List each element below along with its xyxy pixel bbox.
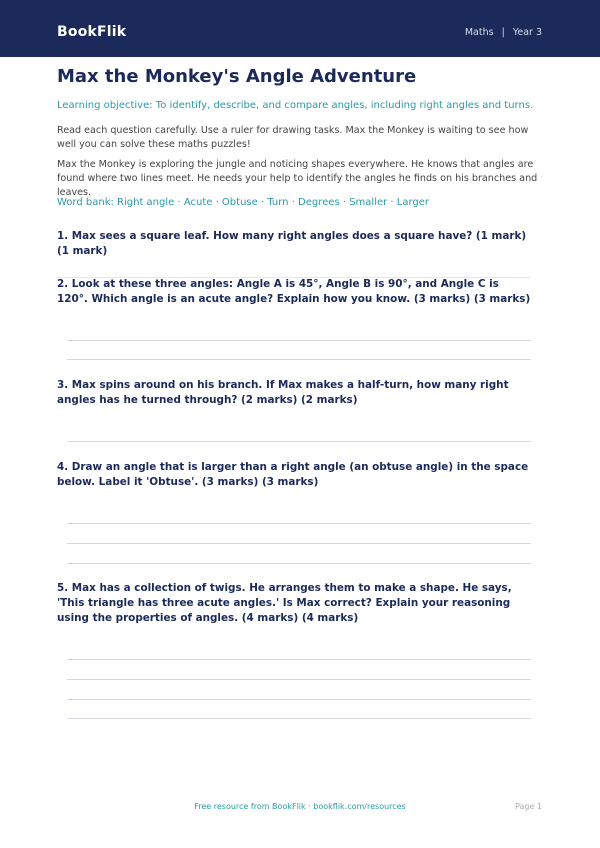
word-bank: Word bank: Right angle · Acute · Obtuse · Turn · Degrees · Smaller · Larger bbox=[57, 197, 430, 208]
question-5: 5. Max has a collection of twigs. He arranges them to make a shape. He says, 'This triangle has three acute angles.' Is Max correct? Explain your reasoning using the properties of angles. (4 marks) (4 marks) bbox=[57, 582, 512, 624]
answer-line[interactable] bbox=[67, 441, 531, 442]
answer-line[interactable] bbox=[67, 699, 531, 700]
answer-line[interactable] bbox=[67, 543, 531, 544]
question-2: 2. Look at these three angles: Angle A is 45°, Angle B is 90°, and Angle C is 120°. Which angle is an acute angle? Explain how you know. (3 marks) (3 marks) bbox=[57, 278, 531, 305]
answer-line[interactable] bbox=[67, 523, 531, 524]
answer-line[interactable] bbox=[67, 718, 531, 719]
answer-line[interactable] bbox=[67, 359, 531, 360]
question-1: 1. Max sees a square leaf. How many right angles does a square have? (1 mark) (1 mark) bbox=[57, 230, 527, 257]
learning-objective: Learning objective: To identify, describe, and compare angles, including right angles and turns. bbox=[57, 100, 534, 111]
answer-line[interactable] bbox=[67, 659, 531, 660]
header-bar bbox=[0, 0, 600, 57]
question-3: 3. Max spins around on his branch. If Max makes a half-turn, how many right angles has he turned through? (2 marks) (2 marks) bbox=[57, 379, 509, 406]
page-title: Max the Monkey's Angle Adventure bbox=[57, 66, 417, 87]
intro-text: Read each question carefully. Use a ruler for drawing tasks. Max the Monkey is waiting to see how well you can solve these maths puzzles! bbox=[57, 125, 529, 150]
answer-line[interactable] bbox=[67, 679, 531, 680]
meta-separator: | bbox=[501, 27, 505, 38]
answer-line[interactable] bbox=[67, 340, 531, 341]
question-4: 4. Draw an angle that is larger than a right angle (an obtuse angle) in the space below. Label it 'Obtuse'. (3 marks) (3 marks) bbox=[57, 461, 529, 488]
page-number: Page 1 bbox=[515, 802, 542, 811]
answer-line[interactable] bbox=[67, 563, 531, 564]
header-meta bbox=[465, 27, 542, 38]
story-text: Max the Monkey is exploring the jungle and noticing shapes everywhere. He knows that angles are found where two lines meet. He needs your help to identify the angles he finds on his branches and leaves. bbox=[57, 159, 538, 198]
subject-label: Maths bbox=[464, 27, 494, 38]
brand-logo[interactable]: BookFlik bbox=[57, 24, 127, 40]
footer-credit[interactable]: Free resource from BookFlik · bookflik.com/resources bbox=[194, 802, 406, 811]
year-label: Year 3 bbox=[512, 27, 542, 38]
